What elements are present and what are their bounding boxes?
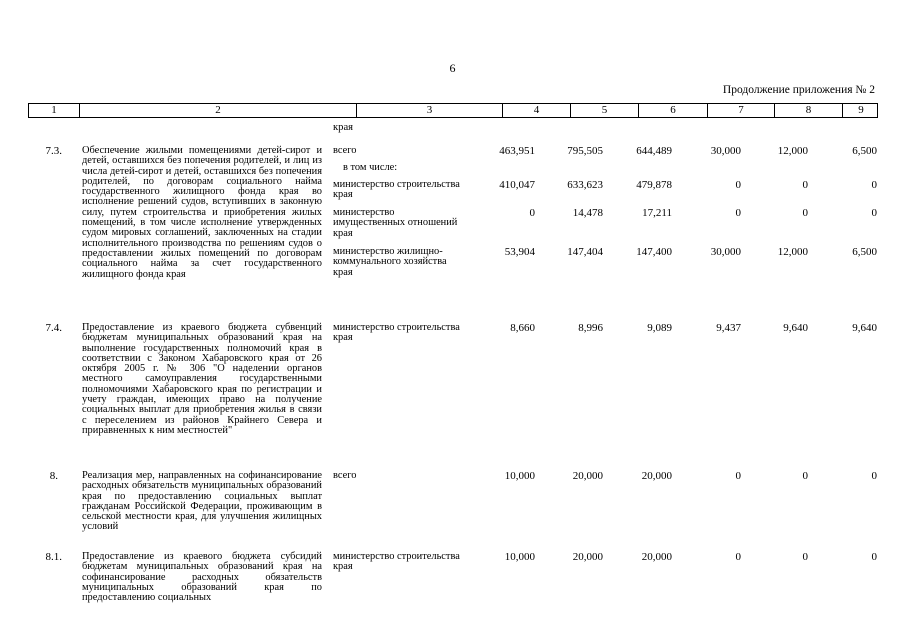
row-description: Предоставление из краевого бюджета субсидий бюджетам муниципальных образований края на софинансирование расходных обязательств муниципальных образований края по предоставлению социальных (82, 551, 322, 604)
header-col-1: 1 (51, 104, 57, 116)
value-cell: 0 (871, 207, 877, 219)
row-org: всего (333, 470, 357, 481)
row-number: 8. (49, 470, 58, 482)
value-cell: 8,996 (578, 322, 603, 334)
value-cell: 644,489 (636, 145, 672, 157)
value-cell: 0 (802, 179, 808, 191)
header-col-2: 2 (79, 104, 356, 117)
header-col-5: 5 (570, 104, 638, 117)
value-cell: 410,047 (499, 179, 535, 191)
value-cell: 0 (871, 551, 877, 563)
value-cell: 0 (871, 179, 877, 191)
value-cell: 12,000 (777, 246, 808, 258)
value-cell: 479,878 (636, 179, 672, 191)
value-cell: 0 (802, 470, 808, 482)
value-cell: 14,478 (572, 207, 603, 219)
continuation-label: Продолжение приложения № 2 (722, 84, 875, 96)
value-cell: 147,404 (567, 246, 603, 258)
value-cell: 10,000 (504, 551, 535, 563)
value-cell: 147,400 (636, 246, 672, 258)
value-cell: 633,623 (567, 179, 603, 191)
carry-text: края (333, 122, 354, 133)
header-col-8: 8 (774, 104, 842, 117)
value-cell: 0 (735, 207, 741, 219)
value-cell: 10,000 (504, 470, 535, 482)
value-cell: 9,089 (647, 322, 672, 334)
value-cell: 6,500 (852, 246, 877, 258)
table-header (28, 103, 878, 118)
row-org: министерство строительства края (333, 179, 460, 201)
value-cell: 463,951 (499, 145, 535, 157)
header-col-3: 3 (356, 104, 502, 117)
header-col-7: 7 (707, 104, 774, 117)
value-cell: 0 (735, 551, 741, 563)
row-org: министерство имущественных отношений края (333, 207, 458, 239)
row-number: 7.4. (45, 322, 62, 334)
value-cell: 795,505 (567, 145, 603, 157)
value-cell: 6,500 (852, 145, 877, 157)
row-description: Обеспечение жилыми помещениями детей-сирот и детей, оставшихся без попечения родителей, и лиц из числа детей-сирот и детей, оставшихся без попечения родителей, по договорам социального найма государственного жилищного фонда края во исполнение решений судов, вступивших в законную силу, путем строительства и приобретения жилых помещений, в том числе исполнение утвержденных судом мировых соглашений, заключенных на стадии исполнительного производства по решениям судов о предоставлении жилых помещений по договорам социального найма за счет государственного жилищного фонда края (82, 145, 322, 280)
value-cell: 20,000 (641, 470, 672, 482)
value-cell: 0 (735, 470, 741, 482)
value-cell: 9,640 (852, 322, 877, 334)
header-col-4: 4 (502, 104, 570, 117)
value-cell: 12,000 (777, 145, 808, 157)
value-cell: 20,000 (572, 470, 603, 482)
row-number: 7.3. (45, 145, 62, 157)
row-org: в том числе: (343, 162, 398, 173)
row-description: Предоставление из краевого бюджета субвенций бюджетам муниципальных образований края на выполнение государственных полномочий края в соответствии с Законом Хабаровского края от 26 октября 2005 г. № 306 "О наделении органов местного самоуправления государственными полномочиями Хабаровского края по регистрации и учету граждан, имеющих право на получение социальных выплат для приобретения жилья в связи с переселением из районов Крайнего Севера и приравненных к ним местностей" (82, 322, 322, 436)
value-cell: 53,904 (504, 246, 535, 258)
value-cell: 8,660 (510, 322, 535, 334)
row-description: Реализация мер, направленных на софинансирование расходных обязательств муниципальных образований края по предоставлению социальных выплат гражданам Российской Федерации, проживающим в сельской местности края, для улучшения жилищных условий (82, 470, 322, 533)
value-cell: 17,211 (642, 207, 672, 219)
value-cell: 0 (871, 470, 877, 482)
value-cell: 0 (802, 207, 808, 219)
value-cell: 0 (802, 551, 808, 563)
row-org: министерство строительства края (333, 551, 460, 573)
value-cell: 9,640 (783, 322, 808, 334)
value-cell: 9,437 (716, 322, 741, 334)
value-cell: 0 (735, 179, 741, 191)
row-org: министерство строительства края (333, 322, 460, 344)
value-cell: 30,000 (710, 246, 741, 258)
header-col-9: 9 (842, 104, 879, 117)
row-org: всего (333, 145, 357, 156)
row-org: министерство жилищно-коммунального хозяйства края (333, 246, 447, 278)
value-cell: 30,000 (710, 145, 741, 157)
value-cell: 0 (529, 207, 535, 219)
value-cell: 20,000 (572, 551, 603, 563)
header-col-6: 6 (638, 104, 707, 117)
page-number: 6 (449, 61, 456, 75)
value-cell: 20,000 (641, 551, 672, 563)
row-number: 8.1. (45, 551, 62, 563)
